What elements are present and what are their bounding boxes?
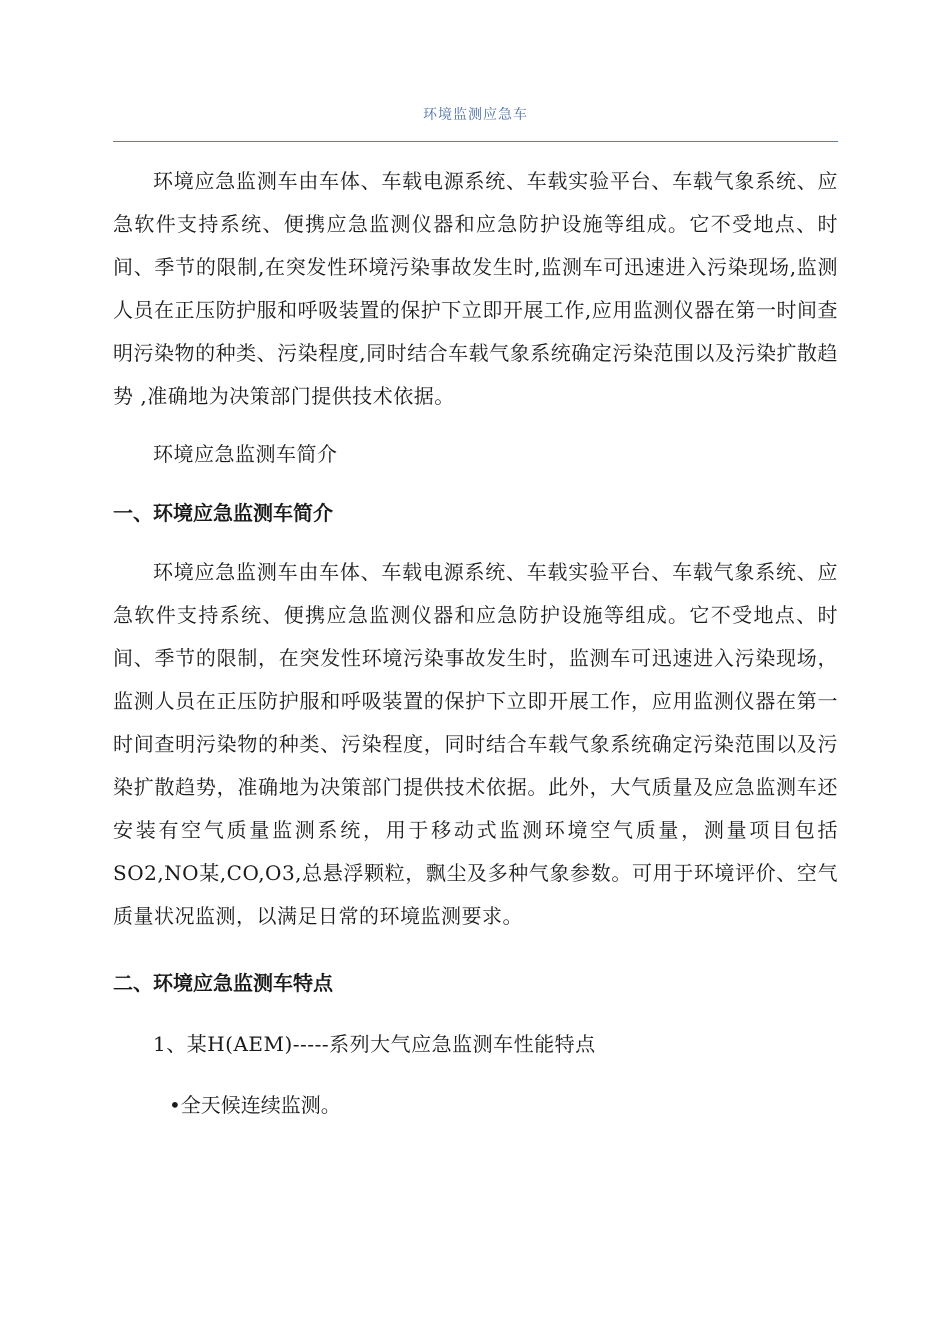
section-heading-1: 一、环境应急监测车简介	[113, 501, 333, 525]
intro-paragraph: 环境应急监测车由车体、车载电源系统、车载实验平台、车载气象系统、应急软件支持系统、便携应急监测仪器和应急防护设施等组成。它不受地点、时间、季节的限制,在突发性环境污染事故发生时,监测车可迅速进入污染现场,监测人员在正压防护服和呼吸装置的保护下立即开展工作,应用监测仪器在第一时间查明污染物的种类、污染程度,同时结合车载气象系统确定污染范围以及污染扩散趋势 ,准确地为决策部门提供技术依据。	[113, 169, 838, 408]
section-2-item-1: 1、某H(AEM)-----系列大气应急监测车性能特点	[153, 1032, 596, 1056]
document-body	[113, 160, 838, 1127]
running-header: 环境监测应急车	[423, 107, 528, 123]
subtitle: 环境应急监测车简介	[153, 442, 338, 466]
header-divider	[113, 141, 838, 142]
bullet-item: •全天候连续监测。	[169, 1093, 341, 1117]
section-heading-2: 二、环境应急监测车特点	[113, 971, 333, 995]
section-1-paragraph: 环境应急监测车由车体、车载电源系统、车载实验平台、车载气象系统、应急软件支持系统、便携应急监测仪器和应急防护设施等组成。它不受地点、时间、季节的限制，在突发性环境污染事故发生时，监测车可迅速进入污染现场，监测人员在正压防护服和呼吸装置的保护下立即开展工作，应用监测仪器在第一时间查明污染物的种类、污染程度，同时结合车载气象系统确定污染范围以及污染扩散趋势，准确地为决策部门提供技术依据。此外，大气质量及应急监测车还安装有空气质量监测系统，用于移动式监测环境空气质量，测量项目包括SO2,NO某,CO,O3,总悬浮颗粒，飘尘及多种气象参数。可用于环境评价、空气质量状况监测，以满足日常的环境监测要求。	[113, 560, 838, 928]
